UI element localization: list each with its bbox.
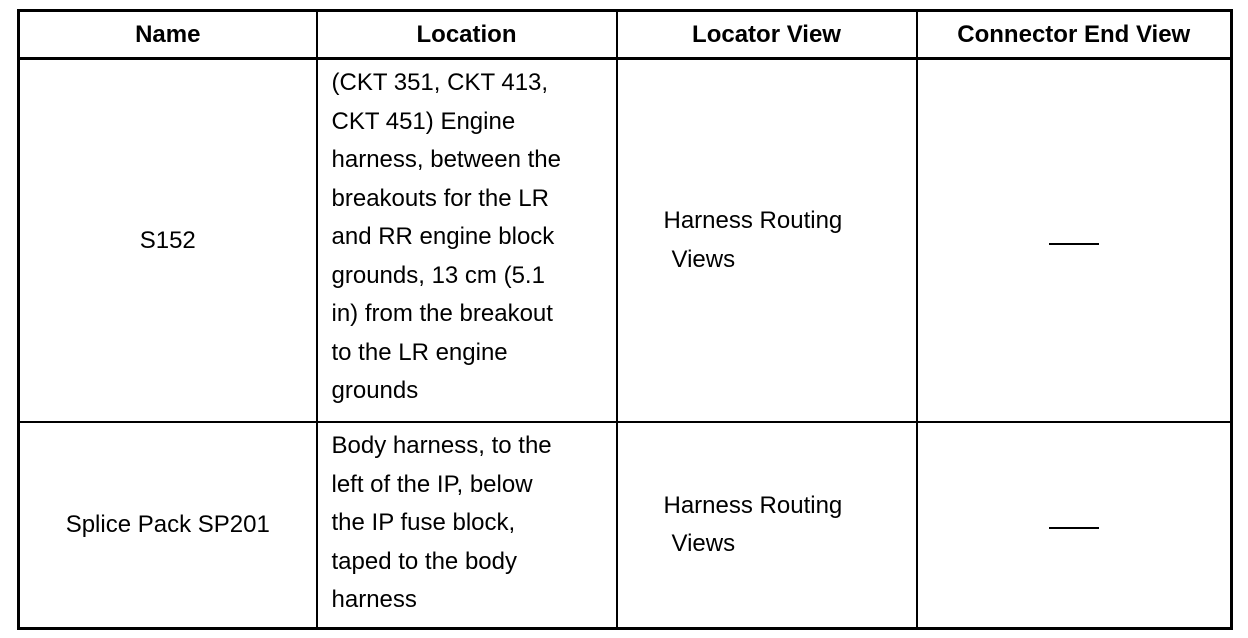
- location-cell: [317, 422, 617, 629]
- location-line: Body harness, to the: [331, 432, 552, 459]
- location-line: grounds: [331, 377, 419, 404]
- header-location: Location: [317, 11, 617, 59]
- location-line: (CKT 351, CKT 413,: [331, 69, 549, 96]
- header-locator-view: Locator View: [617, 11, 917, 59]
- header-row: [19, 11, 1232, 59]
- location-line: taped to the body: [331, 547, 517, 575]
- table-row: [19, 59, 1232, 423]
- location-line: harness: [331, 586, 417, 613]
- connector-end-view-cell: [917, 422, 1232, 629]
- location-line: CKT 451) Engine: [331, 107, 516, 135]
- locator-view-cell: [617, 422, 917, 629]
- header-name: Name: [19, 11, 317, 59]
- location-line: grounds, 13 cm (5.1: [331, 261, 545, 289]
- name-cell: Splice Pack SP201: [19, 422, 317, 629]
- locator-view-line: Views: [671, 530, 736, 557]
- location-line: left of the IP, below: [331, 470, 533, 498]
- locator-view-cell: [617, 59, 917, 423]
- location-line: harness, between the: [331, 146, 561, 173]
- name-cell: S152: [19, 59, 317, 423]
- location-line: in) from the breakout: [331, 300, 553, 327]
- location-line: the IP fuse block,: [331, 509, 516, 536]
- location-cell: [317, 59, 617, 423]
- connector-end-view-cell: [917, 59, 1232, 423]
- header-connector-end-view: Connector End View: [917, 11, 1232, 59]
- location-line: and RR engine block: [331, 223, 555, 250]
- locator-view-line: Harness Routing: [663, 207, 843, 234]
- splice-location-table: [17, 9, 1233, 630]
- table-row: [19, 422, 1232, 629]
- empty-dash: [1049, 243, 1099, 245]
- empty-dash: [1049, 527, 1099, 529]
- locator-view-line: Views: [671, 245, 736, 273]
- locator-view-line: Harness Routing: [663, 491, 843, 519]
- location-line: to the LR engine: [331, 338, 508, 366]
- location-line: breakouts for the LR: [331, 184, 549, 212]
